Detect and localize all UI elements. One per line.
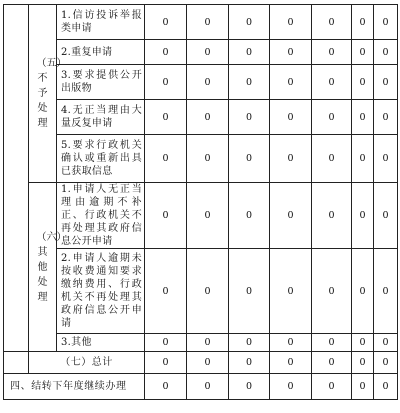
value-cell: 0: [270, 100, 312, 135]
value-cell: 0: [270, 183, 312, 249]
section6-label-cell: [29, 183, 67, 352]
value-cell: 0: [374, 334, 398, 352]
value-cell: 0: [145, 5, 187, 40]
value-cell: 0: [145, 249, 187, 334]
value-cell: 0: [312, 135, 352, 183]
value-cell: 0: [270, 65, 312, 100]
value-cell: 0: [145, 334, 187, 352]
table-row: [4, 334, 398, 352]
value-cell: 0: [352, 5, 374, 40]
value-cell: 0: [312, 100, 352, 135]
value-cell: 0: [312, 334, 352, 352]
value-cell: 0: [312, 5, 352, 40]
value-cell: 0: [229, 374, 270, 400]
table-row: [4, 65, 398, 100]
value-cell: 0: [352, 249, 374, 334]
value-cell: 0: [352, 65, 374, 100]
table-row: [4, 183, 398, 249]
value-cell: 0: [312, 352, 352, 374]
value-cell: 0: [312, 374, 352, 400]
value-cell: 0: [187, 100, 229, 135]
value-cell: 0: [352, 40, 374, 65]
value-cell: 0: [187, 40, 229, 65]
value-cell: 0: [352, 352, 374, 374]
value-cell: 0: [374, 183, 398, 249]
value-cell: 0: [270, 40, 312, 65]
value-cell: 0: [145, 100, 187, 135]
value-cell: 0: [352, 135, 374, 183]
value-cell: 0: [187, 65, 229, 100]
value-cell: 0: [352, 334, 374, 352]
value-cell: 0: [145, 40, 187, 65]
value-cell: 0: [187, 5, 229, 40]
statistics-table: [3, 4, 398, 400]
value-cell: 0: [374, 249, 398, 334]
value-cell: 0: [229, 183, 270, 249]
left-margin-cell: [4, 5, 29, 352]
table-row: [4, 249, 398, 334]
row-description: 5.要求行政机关确认或重新出具已获取信息: [57, 135, 145, 183]
value-cell: 0: [352, 374, 374, 400]
value-cell: 0: [187, 249, 229, 334]
section5-label: （五）不予处理: [36, 58, 67, 129]
value-cell: 0: [352, 183, 374, 249]
value-cell: 0: [145, 183, 187, 249]
row-description: 1.申请人无正当理由逾期不补正、行政机关不再处理其政府信息公开申请: [57, 183, 145, 249]
table-row: [4, 135, 398, 183]
table-row-carryover: [4, 374, 398, 400]
value-cell: 0: [229, 135, 270, 183]
total-label: （七）总计: [29, 352, 145, 374]
row-description: 2.重复申请: [57, 40, 145, 65]
value-cell: 0: [374, 40, 398, 65]
value-cell: 0: [229, 5, 270, 40]
left-margin-cell: [4, 352, 29, 374]
value-cell: 0: [312, 249, 352, 334]
row-description: 4.无正当理由大量反复申请: [57, 100, 145, 135]
value-cell: 0: [312, 183, 352, 249]
value-cell: 0: [229, 40, 270, 65]
value-cell: 0: [270, 5, 312, 40]
table-row: [4, 100, 398, 135]
value-cell: 0: [229, 249, 270, 334]
table-row: [4, 5, 398, 40]
value-cell: 0: [229, 352, 270, 374]
value-cell: 0: [187, 183, 229, 249]
value-cell: 0: [374, 5, 398, 40]
value-cell: 0: [187, 334, 229, 352]
value-cell: 0: [145, 135, 187, 183]
value-cell: 0: [270, 135, 312, 183]
value-cell: 0: [374, 135, 398, 183]
value-cell: 0: [374, 374, 398, 400]
value-cell: 0: [270, 352, 312, 374]
value-cell: 0: [229, 65, 270, 100]
section5-label-cell: [29, 5, 67, 183]
table-row-total: [4, 352, 398, 374]
value-cell: 0: [145, 352, 187, 374]
value-cell: 0: [229, 100, 270, 135]
value-cell: 0: [374, 352, 398, 374]
section6-label: （六）其他处理: [36, 231, 67, 303]
value-cell: 0: [229, 334, 270, 352]
value-cell: 0: [187, 374, 229, 400]
value-cell: 0: [270, 334, 312, 352]
value-cell: 0: [145, 65, 187, 100]
value-cell: 0: [145, 374, 187, 400]
value-cell: 0: [270, 374, 312, 400]
value-cell: 0: [352, 100, 374, 135]
value-cell: 0: [374, 100, 398, 135]
row-description: 1.信访投诉举报类申请: [57, 5, 145, 40]
value-cell: 0: [187, 352, 229, 374]
value-cell: 0: [270, 249, 312, 334]
value-cell: 0: [312, 65, 352, 100]
value-cell: 0: [312, 40, 352, 65]
row-description: 2.申请人逾期未按收费通知要求缴纳费用、行政机关不再处理其政府信息公开申请: [57, 249, 145, 334]
value-cell: 0: [187, 135, 229, 183]
value-cell: 0: [374, 65, 398, 100]
row-description: 3.其他: [57, 334, 145, 352]
carryover-label: 四、结转下年度继续办理: [4, 374, 145, 400]
row-description: 3.要求提供公开出版物: [57, 65, 145, 100]
